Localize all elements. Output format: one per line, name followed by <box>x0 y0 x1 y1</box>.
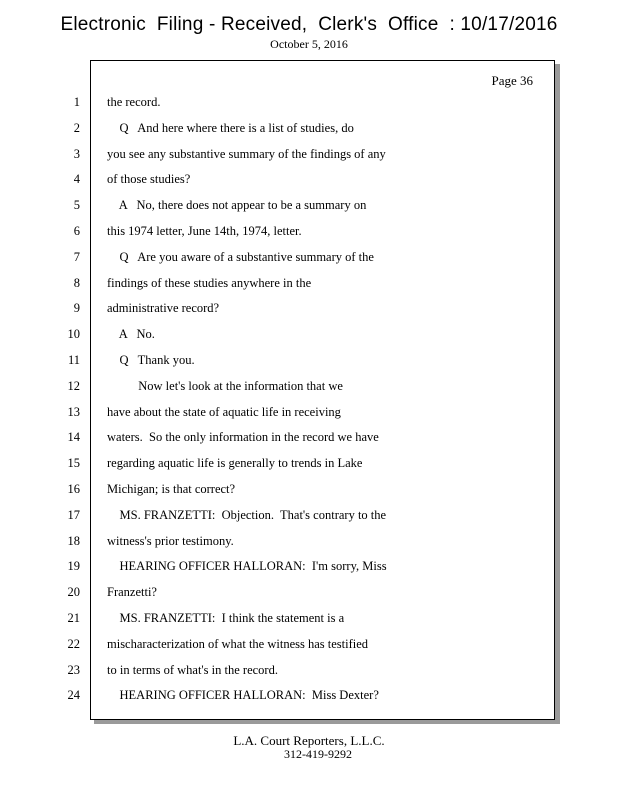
transcript-line <box>0 196 618 214</box>
line-number: 15 <box>67 456 80 471</box>
line-number: 12 <box>67 378 80 393</box>
line-number: 20 <box>67 585 80 600</box>
transcript-line <box>0 686 618 704</box>
transcript-date: October 5, 2016 <box>270 37 348 51</box>
line-number: 14 <box>67 430 80 445</box>
line-text: waters. So the only information in the record we have <box>107 430 379 445</box>
page-number: Page 36 <box>491 73 533 88</box>
line-number: 24 <box>67 688 80 703</box>
line-number: 17 <box>67 507 80 522</box>
line-number: 5 <box>73 198 80 213</box>
transcript-line <box>0 299 618 317</box>
line-number: 6 <box>73 224 80 238</box>
line-text: have about the state of aquatic life in receiving <box>107 404 341 419</box>
transcript-line <box>0 93 618 111</box>
line-text: Q Thank you. <box>107 353 195 367</box>
line-text: Michigan; is that correct? <box>107 482 236 496</box>
line-text: regarding aquatic life is generally to trends in Lake <box>107 456 363 471</box>
transcript-line <box>0 222 618 240</box>
transcript-line <box>0 325 618 343</box>
footer-company: L.A. Court Reporters, L.L.C. <box>233 733 385 748</box>
line-text: Now let's look at the information that we <box>107 378 343 393</box>
line-number: 10 <box>67 327 80 342</box>
transcript-line <box>0 506 618 524</box>
line-text: Franzetti? <box>107 585 157 600</box>
transcript-line <box>0 583 618 601</box>
line-text: MS. FRANZETTI: Objection. That's contrary to the <box>107 507 387 522</box>
line-number: 23 <box>67 662 80 677</box>
line-text: findings of these studies anywhere in the <box>107 275 312 290</box>
transcript-line <box>0 145 618 163</box>
transcript-line <box>0 248 618 266</box>
line-text: to in terms of what's in the record. <box>107 662 278 677</box>
line-text: administrative record? <box>107 301 220 316</box>
line-number: 8 <box>73 275 80 290</box>
transcript-line <box>0 428 618 446</box>
line-text: of those studies? <box>107 172 191 187</box>
line-number: 9 <box>73 301 80 316</box>
transcript-line <box>0 377 618 395</box>
transcript-line <box>0 635 618 653</box>
line-number: 7 <box>73 249 80 264</box>
line-number: 22 <box>67 636 80 651</box>
transcript-line <box>0 351 618 369</box>
transcript-line <box>0 557 618 575</box>
line-text: this 1974 letter, June 14th, 1974, letter. <box>107 224 302 238</box>
line-number: 4 <box>73 172 80 187</box>
footer-phone: 312-419-9292 <box>284 747 352 761</box>
line-text: MS. FRANZETTI: I think the statement is a <box>107 611 345 625</box>
transcript-line <box>0 532 618 550</box>
line-text: you see any substantive summary of the findings of any <box>107 146 386 161</box>
line-text: witness's prior testimony. <box>107 533 234 548</box>
line-number: 3 <box>73 146 80 161</box>
line-text: A No, there does not appear to be a summary on <box>107 198 367 213</box>
transcript-line <box>0 274 618 292</box>
line-number: 18 <box>67 533 80 548</box>
line-text: mischaracterization of what the witness has testified <box>107 636 369 651</box>
filing-stamp: Electronic Filing - Received, Clerk's Office : 10/17/2016 <box>60 14 558 35</box>
transcript-line <box>0 661 618 679</box>
line-number: 19 <box>67 559 80 574</box>
line-text: HEARING OFFICER HALLORAN: Miss Dexter? <box>107 688 379 703</box>
transcript-line <box>0 454 618 472</box>
transcript-line <box>0 119 618 137</box>
line-number: 13 <box>67 404 80 419</box>
line-text: the record. <box>107 95 161 109</box>
transcript-line <box>0 170 618 188</box>
line-number: 16 <box>67 482 80 496</box>
transcript-line <box>0 480 618 498</box>
line-number: 1 <box>73 95 80 109</box>
transcript-line <box>0 609 618 627</box>
line-text: Q Are you aware of a substantive summary of the <box>107 249 374 264</box>
line-text: HEARING OFFICER HALLORAN: I'm sorry, Miss <box>107 559 387 574</box>
line-number: 2 <box>73 120 80 135</box>
line-number: 21 <box>67 611 80 625</box>
line-number: 11 <box>67 353 80 367</box>
line-text: Q And here where there is a list of studies, do <box>107 120 354 135</box>
transcript-line <box>0 403 618 421</box>
line-text: A No. <box>107 327 155 342</box>
